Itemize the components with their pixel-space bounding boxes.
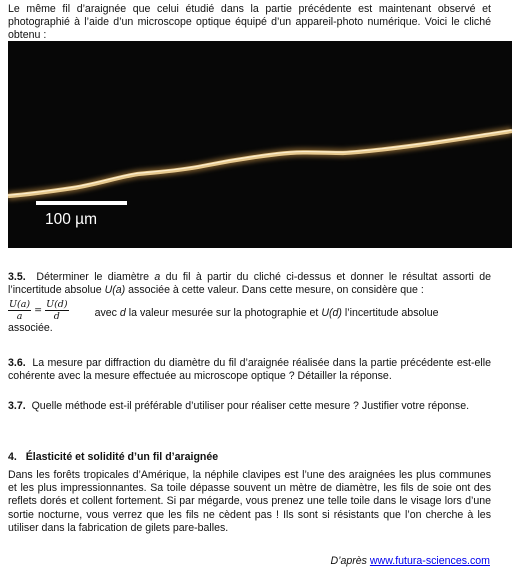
question-number: 3.5. bbox=[8, 271, 26, 283]
question-3-7: 3.7. Quelle méthode est-il préférable d’utiliser pour réaliser cette mesure ? Justifier votre réponse. bbox=[8, 400, 470, 412]
question-3-6: 3.6. La mesure par diffraction du diamètre du fil d’araignée réalisée dans la partie précédente est-elle cohérente avec la mesure effectuée au microscope optique ? Détailler la réponse. bbox=[8, 357, 492, 383]
microscope-photo bbox=[8, 41, 512, 248]
section-4-paragraph: Dans les forêts tropicales d’Amérique, la néphile clavipes est l’une des araignées les plus communes et les plus impressionnantes. Sa toile dépasse souvent un mètre de diamètre, les fils de soie ont des reflets dorés et collent fortement. Si par mégarde, vous prenez une telle toile dans le visage lors d’une sortie nocturne, vous verrez que les fils ne cèdent pas ! Ils sont si résistants que l’on cherche à les utiliser dans la fabrication de gilets pare-balles. bbox=[8, 469, 491, 534]
section-heading: 4. Élasticité et solidité d’un fil d’araignée bbox=[8, 451, 219, 463]
intro-paragraph: Le même fil d’araignée que celui étudié dans la partie précédente est maintenant observé et photographié à l’aide d’un microscope optique équipé d’un appareil-photo numérique. Voici le cliché obtenu : bbox=[8, 3, 491, 42]
uncertainty-formula: $\frac{U(a)}{a}$ = $\frac{U(d)}{d}$ bbox=[9, 299, 68, 323]
source-citation: D’après www.futura-sciences.com bbox=[330, 555, 490, 567]
spider-silk-image bbox=[8, 41, 512, 248]
scale-bar-label: 100 µm bbox=[45, 211, 98, 228]
formula-explanation: avec d la valeur mesurée sur la photographie et U(d) l’incertitude absolue bbox=[94, 307, 439, 320]
question-3-5: 3.5. Déterminer le diamètre a du fil à partir du cliché ci-dessus et donner le résultat assorti de l’incertitude absolue U(a) associée à cette valeur. Dans cette mesure, on considère que : $\frac{U(a)}{a}$ = $\frac{U(d)}{d}$ avec d la valeur mesurée sur la photographie et U(d) l’incertitude absolue associée. bbox=[8, 271, 492, 335]
source-link[interactable]: www.futura-sciences.com bbox=[369, 555, 490, 567]
scale-bar bbox=[36, 201, 127, 205]
